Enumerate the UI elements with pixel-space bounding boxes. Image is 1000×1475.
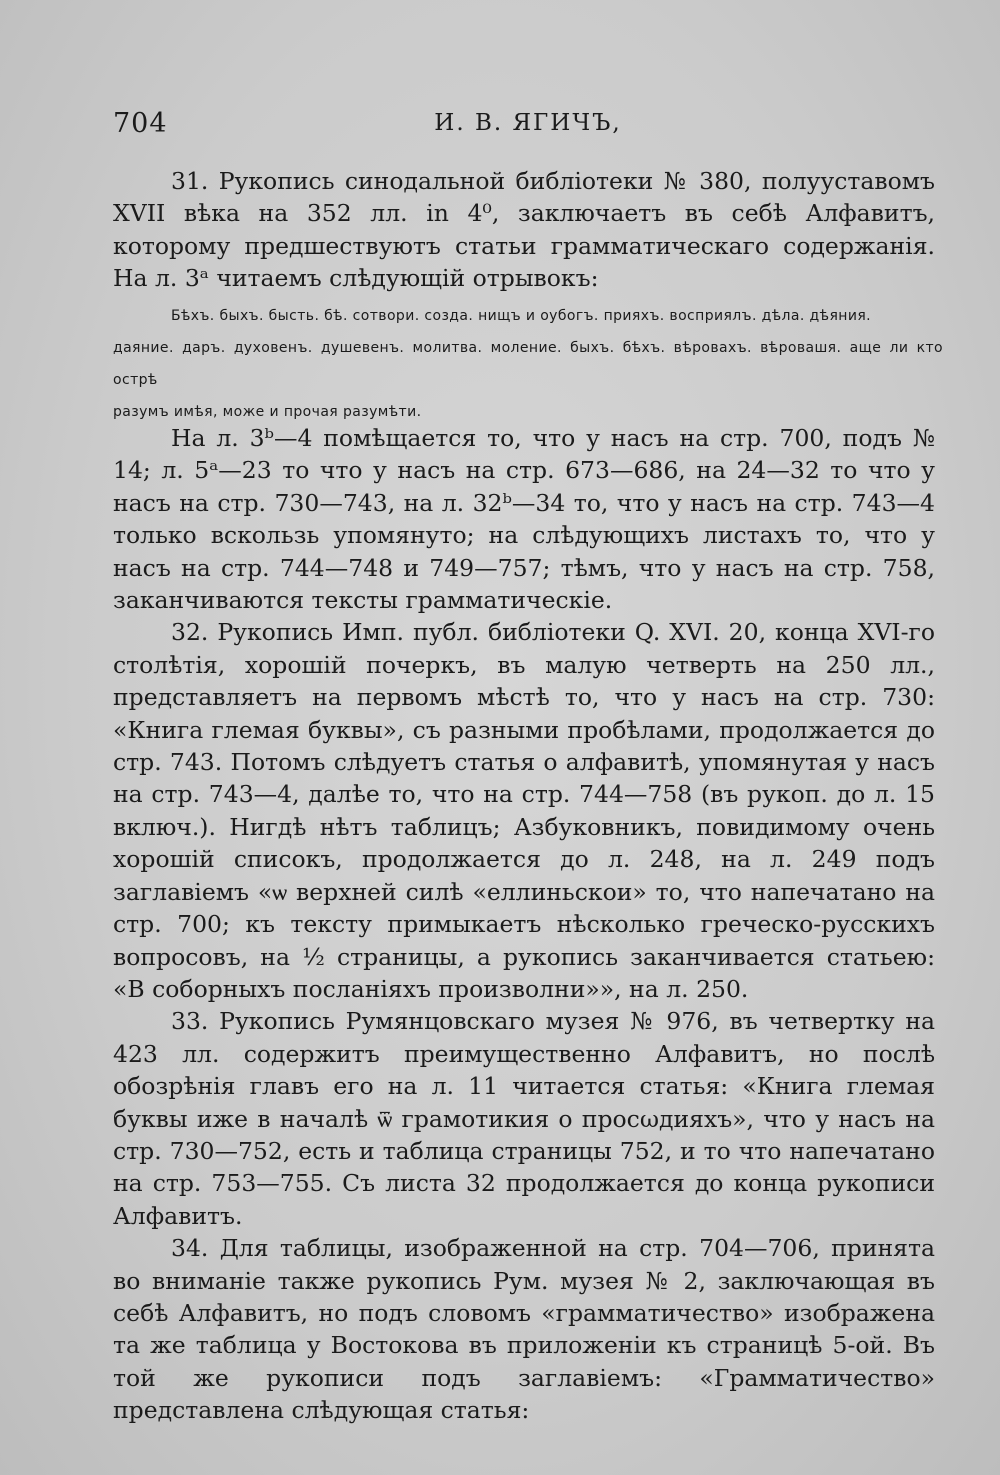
paragraph-34: 34. Для таблицы, изображенной на стр. 704—706, принята во вниманіе также рукопись Рум. музея № 2, заключающая въ себѣ Алфавитъ, но подъ словомъ «грамматичество» изображена та же таблица у Востокова въ приложеніи къ страницѣ 5-ой. Въ той же рукописи подъ заглавіемъ: «Грамматичество» представлена слѣдующая статья: — [113, 1234, 935, 1425]
excerpt-line: даяние. даръ. духовенъ. душевенъ. молитва. моление. быхъ. бѣхъ. вѣровахъ. вѣровашя. аще ли кто острѣ — [113, 340, 943, 388]
main-text — [113, 422, 935, 1427]
excerpt-line: разумъ имѣя, може и прочая разумѣти. — [113, 404, 422, 420]
excerpt-line: Бѣхъ. быхъ. бысть. бѣ. сотвори. созда. нищъ и оубогъ. прияхъ. восприялъ. дѣла. дѣяния. — [171, 308, 871, 324]
paragraph-32: 32. Рукопись Имп. публ. библіотеки Q. XVI. 20, конца XVI-го столѣтія, хорошій почеркъ, въ малую четверть на 250 лл., представляетъ на первомъ мѣстѣ то, что у насъ на стр. 730: «Книга глемая буквы», съ разными пробѣлами, продолжается до стр. 743. Потомъ слѣдуетъ статья о алфавитѣ, упомянутая у насъ на стр. 743—4, далѣе то, что на стр. 744—758 (въ рукоп. до л. 15 включ.). Нигдѣ нѣтъ таблицъ; Азбуковникъ, повидимому очень хорошій списокъ, продолжается до л. 248, на л. 249 подъ заглавіемъ «ѡ верхней силѣ «еллиньскои» то, что напечатано на стр. 700; къ тексту примыкаетъ нѣсколько греческо-русскихъ вопросовъ, на ½ страницы, а рукопись заканчивается статьею: «В соборныхъ посланіяхъ произволни»», на л. 250. — [113, 618, 935, 1003]
page-number: 704 — [113, 108, 168, 139]
paragraph-31: 31. Рукопись синодальной библіотеки № 380, полууставомъ XVII вѣка на 352 лл. in 4⁰, заключаетъ въ себѣ Алфавитъ, которому предшествуютъ статьи грамматическаго содержанія. На л. 3ᵃ читаемъ слѣдующій отрывокъ: — [113, 167, 935, 293]
section-31 — [113, 165, 935, 295]
paragraph-33: 33. Рукопись Румянцовскаго музея № 976, въ четвертку на 423 лл. содержитъ преимущественно Алфавитъ, но послѣ обозрѣнія главъ его на л. 11 читается статья: «Книга глемая буквы иже в началѣ ѿ грамотикия о просωдияхъ», что у насъ на стр. 730—752, есть и таблица страницы 752, и то что напечатано на стр. 753—755. Съ листа 32 продолжается до конца рукописи Алфавитъ. — [113, 1007, 935, 1230]
church-slavonic-excerpt — [113, 300, 943, 428]
page-header — [113, 108, 943, 148]
running-title: И. В. ЯГИЧЪ, — [434, 110, 622, 136]
paragraph-folios: На л. 3ᵇ—4 помѣщается то, что у насъ на стр. 700, подъ № 14; л. 5ᵃ—23 то что у насъ на стр. 673—686, на 24—32 то что у насъ на стр. 730—743, на л. 32ᵇ—34 то, что у насъ на стр. 743—4 только вскользь упомянуто; на слѣдующихъ листахъ то, что у насъ на стр. 744—748 и 749—757; тѣмъ, что у насъ на стр. 758, заканчиваются тексты грамматическіе. — [113, 424, 935, 615]
